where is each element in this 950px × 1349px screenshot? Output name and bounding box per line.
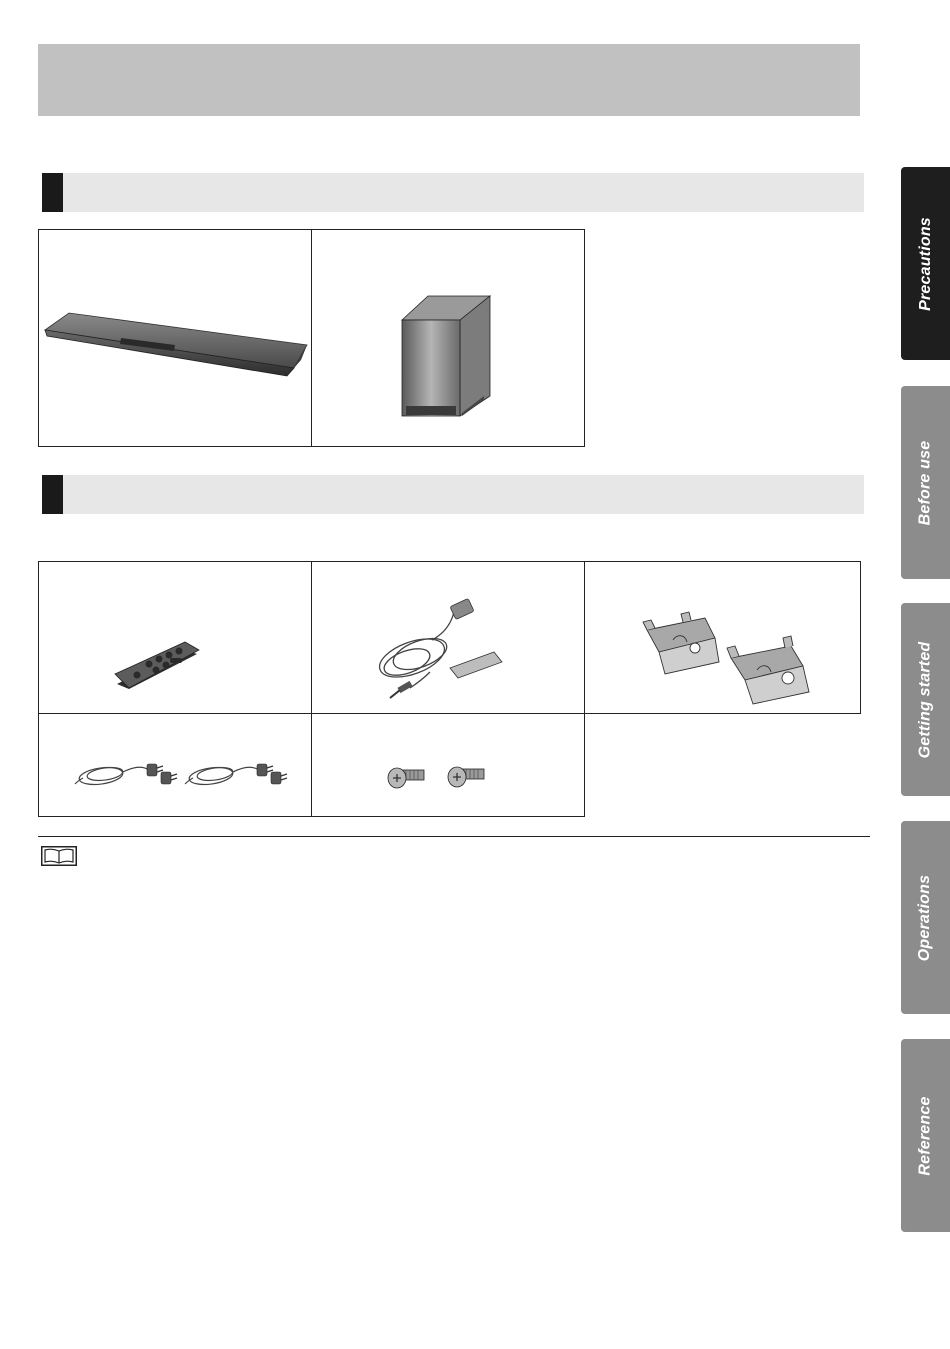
wall-brackets-cell <box>585 562 861 714</box>
book-icon <box>41 846 77 866</box>
section-marker <box>42 475 63 514</box>
remote-cell <box>39 562 312 714</box>
section-marker <box>42 173 63 212</box>
accessories-table <box>38 561 861 817</box>
tab-label: Operations <box>916 874 934 961</box>
optical-cable-icon <box>312 562 584 713</box>
subwoofer-icon <box>312 230 584 446</box>
tab-operations[interactable] <box>901 821 950 1014</box>
tab-getting-started[interactable] <box>901 603 950 796</box>
tab-label: Reference <box>916 1095 934 1176</box>
screws-icon <box>312 714 584 816</box>
wall-brackets-icon <box>585 562 860 713</box>
remote-control-icon <box>39 562 311 713</box>
ac-leads-cell <box>39 714 312 817</box>
note-divider <box>38 836 870 837</box>
tab-precautions[interactable] <box>901 167 950 360</box>
empty-cell <box>585 714 861 817</box>
tab-label: Getting started <box>916 641 934 758</box>
main-units-table <box>38 229 585 447</box>
tab-before-use[interactable] <box>901 386 950 579</box>
tab-reference[interactable] <box>901 1039 950 1232</box>
optical-cable-cell <box>312 562 585 714</box>
soundbar-icon <box>39 230 311 446</box>
screws-cell <box>312 714 585 817</box>
tab-label: Precautions <box>916 216 934 311</box>
soundbar-cell <box>39 230 312 447</box>
section-header-accessories <box>42 475 864 514</box>
ac-mains-leads-icon <box>39 714 311 816</box>
subwoofer-cell <box>312 230 585 447</box>
section-header-main-units <box>42 173 864 212</box>
page-title-bar <box>38 44 860 116</box>
tab-label: Before use <box>916 440 934 525</box>
